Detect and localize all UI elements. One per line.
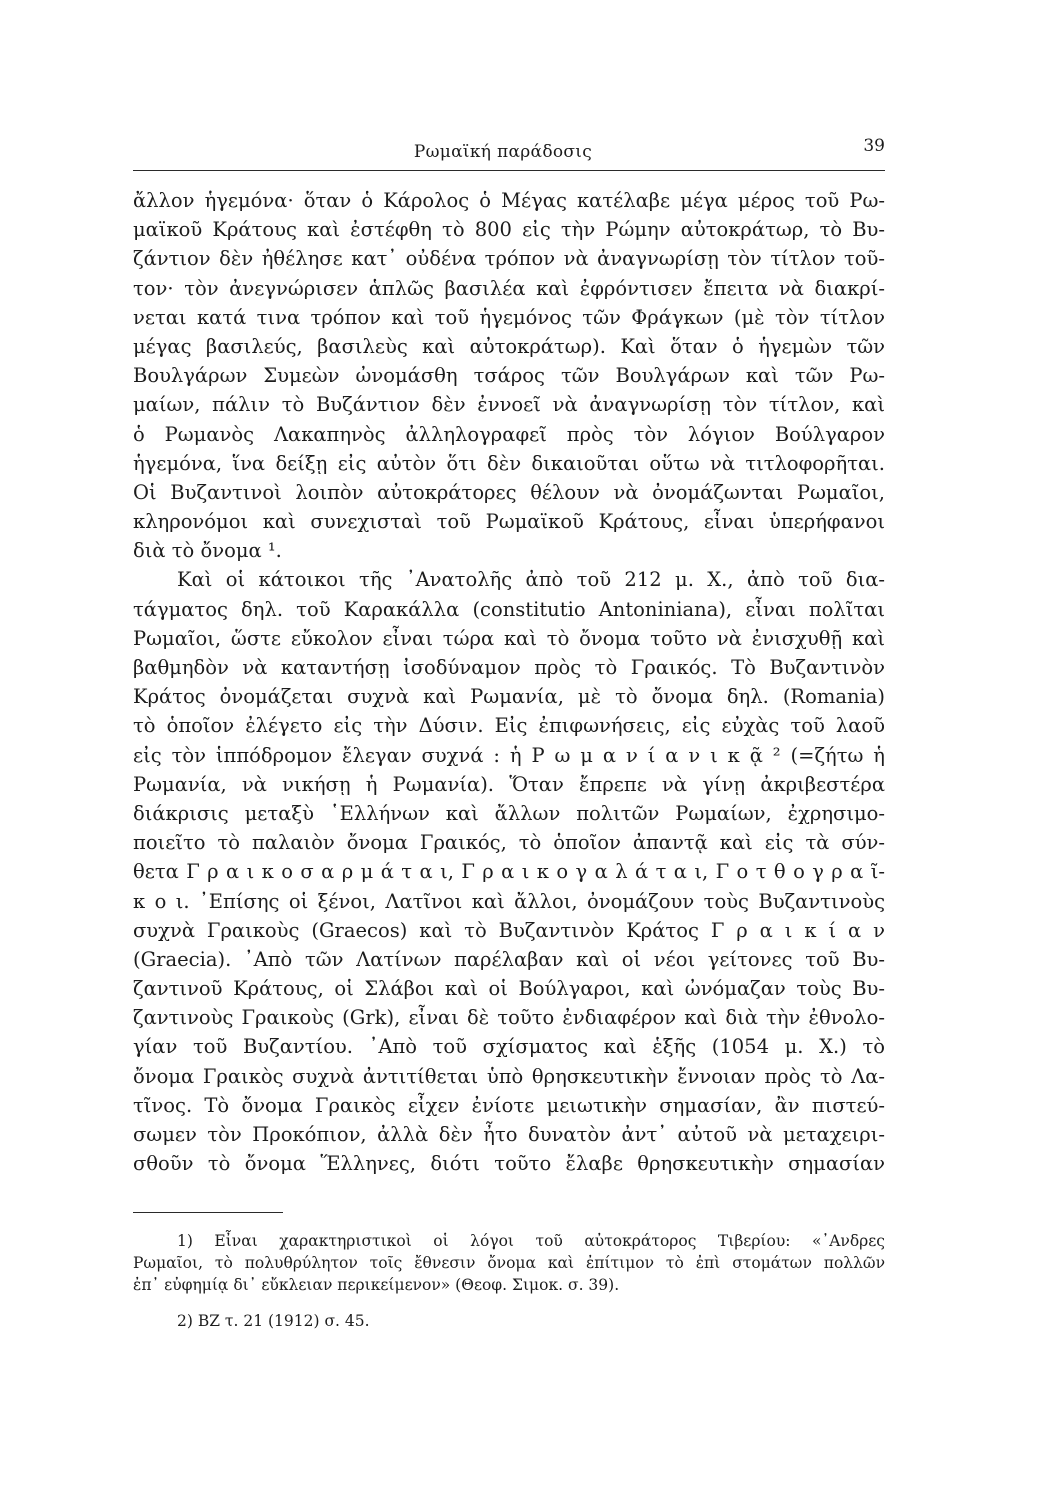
footnote-1-line: 1) Εἶναι χαρακτηριστικοὶ οἱ λόγοι τοῦ αὐτοκράτορος Τιβερίου: «᾽Ανδρες	[177, 1232, 885, 1250]
text-line: βαθμηδὸν νὰ καταντήσῃ ἰσοδύναμον πρὸς τὸ Γραικός. Τὸ Βυζαντινὸν	[133, 656, 885, 679]
header-rule	[133, 170, 885, 171]
text-line: ἡγεμόνα, ἵνα δείξῃ εἰς αὐτὸν ὅτι δὲν δικαιοῦται οὕτω νὰ τιτλοφορῆται.	[133, 451, 885, 475]
text-line: Βουλγάρων Συμεὼν ὠνομάσθη τσάρος τῶν Βουλγάρων καὶ τῶν Ρω-	[133, 364, 885, 388]
text-line: σωμεν τὸν Προκόπιον, ἀλλὰ δὲν ἦτο δυνατὸν ἀντ᾽ αὐτοῦ νὰ μεταχειρι-	[133, 1123, 885, 1146]
text-line: ποιεῖτο τὸ παλαιὸν ὄνομα Γραικός, τὸ ὁποῖον ἀπαντᾷ καὶ εἰς τὰ σύν-	[133, 831, 885, 855]
footnote-1-line: ἐπ᾽ εὐφημίᾳ δι᾽ εὔκλειαν περικείμενον» (Θεοφ. Σιμοκ. σ. 39).	[133, 1276, 620, 1294]
page-number: 39	[863, 136, 885, 156]
text-line: Οἱ Βυζαντινοὶ λοιπὸν αὐτοκράτορες θέλουν νὰ ὀνομάζωνται Ρωμαῖοι,	[133, 480, 885, 504]
text-line: κληρονόμοι καὶ συνεχισταὶ τοῦ Ρωμαϊκοῦ Κράτους, εἶναι ὑπερήφανοι	[133, 510, 885, 534]
text-line: τὸ ὁποῖον ἐλέγετο εἰς τὴν Δύσιν. Εἰς ἐπιφωνήσεις, εἰς εὐχὰς τοῦ λαοῦ	[133, 714, 885, 738]
text-line: ζαντινοῦ Κράτους, οἱ Σλάβοι καὶ οἱ Βούλγαροι, καὶ ὠνόμαζαν τοὺς Βυ-	[133, 977, 885, 1001]
text-line: συχνὰ Γραικοὺς (Graecos) καὶ τὸ Βυζαντινὸν Κράτος Γ ρ α ι κ ί α ν	[133, 918, 885, 942]
body-text	[133, 186, 885, 1178]
text-line: Ρωμανία, νὰ νικήσῃ ἡ Ρωμανία). Ὅταν ἔπρεπε νὰ γίνῃ ἀκριβεστέρα	[133, 772, 885, 796]
text-line: μαίων, πάλιν τὸ Βυζάντιον δὲν ἐννοεῖ νὰ ἀναγνωρίσῃ τὸν τίτλον, καὶ	[133, 393, 885, 417]
text-line: μέγας βασιλεύς, βασιλεὺς καὶ αὐτοκράτωρ). Καὶ ὅταν ὁ ἡγεμὼν τῶν	[133, 334, 885, 358]
text-line: κ ο ι. ᾽Επίσης οἱ ξένοι, Λατῖνοι καὶ ἄλλοι, ὀνομάζουν τοὺς Βυζαντινοὺς	[133, 889, 885, 913]
text-line: τῖνος. Τὸ ὄνομα Γραικὸς εἶχεν ἐνίοτε μειωτικὴν σημασίαν, ἂν πιστεύ-	[133, 1093, 885, 1117]
running-title: Ρωμαϊκή παράδοσις	[413, 142, 593, 162]
footnote-rule	[133, 1212, 283, 1213]
text-line: Ρωμαῖοι, ὥστε εὔκολον εἶναι τώρα καὶ τὸ ὄνομα τοῦτο νὰ ἐνισχυθῇ καὶ	[133, 626, 885, 650]
text-line: (Graecia). ᾽Απὸ τῶν Λατίνων παρέλαβαν καὶ οἱ νέοι γείτονες τοῦ Βυ-	[133, 947, 885, 971]
text-line: Καὶ οἱ κάτοικοι τῆς ᾽Ανατολῆς ἀπὸ τοῦ 212 μ. Χ., ἀπὸ τοῦ δια-	[177, 568, 885, 592]
running-header	[133, 136, 885, 168]
text-line: τον· τὸν ἀνεγνώρισεν ἁπλῶς βασιλέα καὶ ἐφρόντισεν ἔπειτα νὰ διακρί-	[133, 276, 885, 300]
text-line: γίαν τοῦ Βυζαντίου. ᾽Απὸ τοῦ σχίσματος καὶ ἑξῆς (1054 μ. Χ.) τὸ	[133, 1035, 885, 1059]
footnote-1-line: Ρωμαῖοι, τὸ πολυθρύλητον τοῖς ἔθνεσιν ὄνομα καὶ ἐπίτιμον τὸ ἐπὶ στομάτων πολλῶν	[133, 1254, 885, 1272]
text-line: διάκρισις μεταξὺ ῾Ελλήνων καὶ ἄλλων πολιτῶν Ρωμαίων, ἐχρησιμο-	[133, 801, 885, 825]
footnote-2: 2) BZ τ. 21 (1912) σ. 45.	[177, 1312, 370, 1330]
text-line: μαϊκοῦ Κράτους καὶ ἐστέφθη τὸ 800 εἰς τὴν Ρώμην αὐτοκράτωρ, τὸ Βυ-	[133, 218, 885, 242]
text-line: ὄνομα Γραικὸς συχνὰ ἀντιτίθεται ὑπὸ θρησκευτικὴν ἔννοιαν πρὸς τὸ Λα-	[133, 1064, 885, 1088]
text-line: τάγματος δηλ. τοῦ Καρακάλλα (constitutio Antoniniana), εἶναι πολῖται	[133, 597, 885, 621]
text-line: εἰς τὸν ἱππόδρομον ἔλεγαν συχνά : ἡ Ρ ω μ α ν ί α ν ι κ ᾷ ² (=ζήτω ἡ	[133, 743, 885, 767]
text-line: διὰ τὸ ὄνομα ¹.	[133, 539, 282, 563]
footnotes	[133, 1230, 885, 1332]
text-line: ὁ Ρωμανὸς Λακαπηνὸς ἀλληλογραφεῖ πρὸς τὸν λόγιον Βούλγαρον	[133, 422, 885, 446]
text-line: νεται κατά τινα τρόπον καὶ τοῦ ἡγεμόνος τῶν Φράγκων (μὲ τὸν τίτλον	[133, 305, 885, 329]
text-line: Κράτος ὀνομάζεται συχνὰ καὶ Ρωμανία, μὲ τὸ ὄνομα δηλ. (Romania)	[133, 685, 885, 709]
footnote-gap	[133, 1296, 885, 1310]
text-line: ζάντιον δὲν ἠθέλησε κατ᾽ οὐδένα τρόπον νὰ ἀναγνωρίσῃ τὸν τίτλον τοῦ-	[133, 247, 885, 271]
text-line: θετα Γ ρ α ι κ ο σ α ρ μ ά τ α ι, Γ ρ α ι κ ο γ α λ ά τ α ι, Γ ο τ θ ο γ ρ α ῖ-	[133, 860, 885, 884]
text-line: ζαντινοὺς Γραικοὺς (Grk), εἶναι δὲ τοῦτο ἐνδιαφέρον καὶ διὰ τὴν ἐθνολο-	[133, 1006, 885, 1030]
text-line: ἄλλον ἡγεμόνα· ὅταν ὁ Κάρολος ὁ Μέγας κατέλαβε μέγα μέρος τοῦ Ρω-	[133, 189, 885, 212]
text-line: σθοῦν τὸ ὄνομα Ἕλληνες, διότι τοῦτο ἔλαβε θρησκευτικὴν σημασίαν	[133, 1152, 885, 1176]
